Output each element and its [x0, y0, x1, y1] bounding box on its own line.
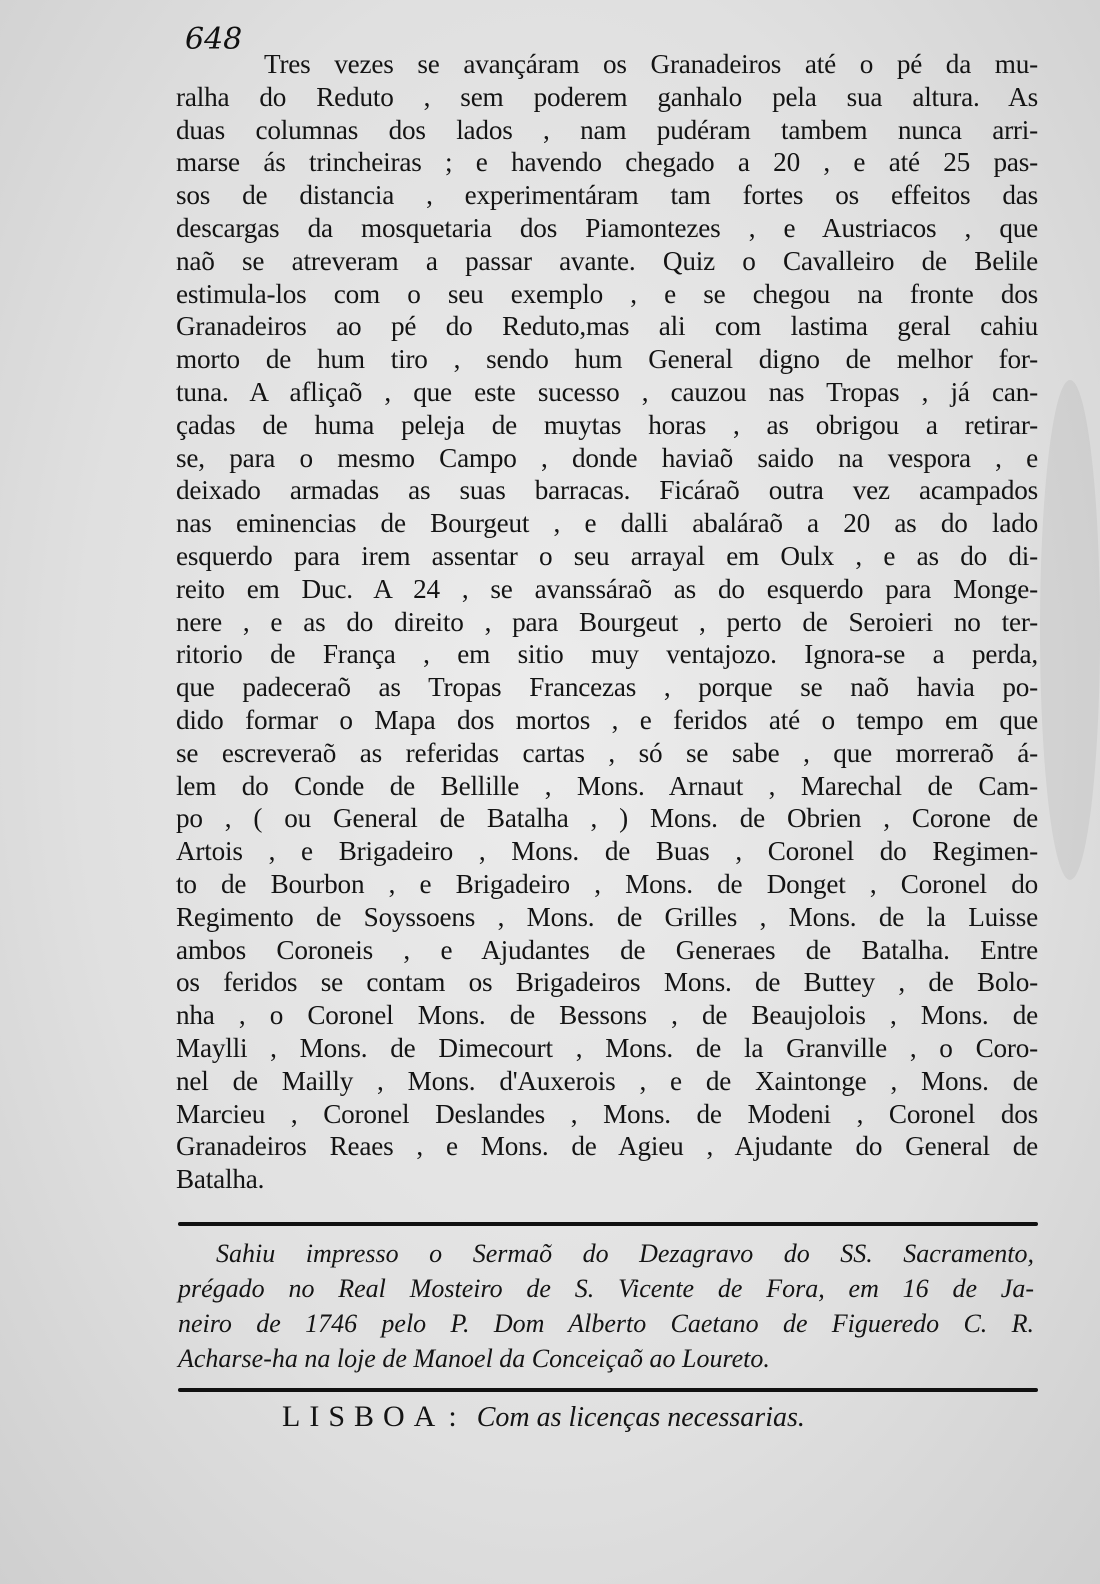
body-line: Marcieu , Coronel Deslandes , Mons. de Modeni , Coronel dos — [176, 1098, 1038, 1129]
page-stain — [1040, 380, 1100, 880]
body-line: Maylli , Mons. de Dimecourt , Mons. de la Granville , o Coro- — [176, 1032, 1038, 1063]
body-line: duas columnas dos lados , nam pudéram tambem nunca arri- — [176, 114, 1038, 145]
body-line: reito em Duc. A 24 , se avanssáraõ as do esquerdo para Monge- — [176, 573, 1038, 604]
imprint-colon: : — [448, 1400, 457, 1433]
body-line: Granadeiros Reaes , e Mons. de Agieu , Ajudante do General de — [176, 1131, 1038, 1162]
body-line: nha , o Coronel Mons. de Bessons , de Beaujolois , Mons. de — [176, 1000, 1038, 1031]
body-line: marse ás trincheiras ; e havendo chegado a 20 , e até 25 pas- — [176, 147, 1038, 178]
horizontal-rule — [178, 1222, 1038, 1226]
notice-line: Acharse-ha na loje de Manoel da Conceiçaõ ao Loureto. — [178, 1344, 770, 1373]
body-line: to de Bourbon , e Brigadeiro , Mons. de Donget , Coronel do — [176, 868, 1038, 899]
notice-line: Sahiu impresso o Sermaõ do Dezagravo do SS. Sacramento, — [216, 1239, 1034, 1268]
page-number: 648 — [185, 22, 243, 57]
body-line: descargas da mosquetaria dos Piamontezes , e Austriacos , que — [176, 212, 1038, 243]
body-line: nel de Mailly , Mons. d'Auxerois , e de Xaintonge , Mons. de — [176, 1065, 1038, 1096]
body-line: nere , e as do direito , para Bourgeut , perto de Seroieri no ter- — [176, 606, 1038, 637]
body-line: nas eminencias de Bourgeut , e dalli abaláraõ a 20 as do lado — [176, 508, 1038, 539]
body-line: morto de hum tiro , sendo hum General digno de melhor for- — [176, 344, 1038, 375]
article-body — [176, 48, 1038, 1196]
body-line: Tres vezes se avançáram os Granadeiros até o pé da mu- — [264, 49, 1038, 79]
body-line: dido formar o Mapa dos mortos , e feridos até o tempo em que — [176, 704, 1038, 735]
body-line: se escreveraõ as referidas cartas , só se sabe , que morreraõ á- — [176, 737, 1038, 768]
imprint-city: LISBOA — [282, 1400, 445, 1433]
horizontal-rule — [178, 1388, 1038, 1392]
notice-line: neiro de 1746 pelo P. Dom Alberto Caetano de Figueredo C. R. — [178, 1309, 1034, 1338]
body-line: Granadeiros ao pé do Reduto,mas ali com lastima geral cahiu — [176, 311, 1038, 342]
body-line: tuna. A afliçaõ , que este sucesso , cauzou nas Tropas , já can- — [176, 376, 1038, 407]
body-line: deixado armadas as suas barracas. Ficáraõ outra vez acampados — [176, 475, 1038, 506]
imprint-line — [282, 1400, 805, 1440]
body-line: os feridos se contam os Brigadeiros Mons. de Buttey , de Bolo- — [176, 967, 1038, 998]
body-line: po , ( ou General de Batalha , ) Mons. de Obrien , Corone de — [176, 803, 1038, 834]
body-line: esquerdo para irem assentar o seu arrayal em Oulx , e as do di- — [176, 540, 1038, 571]
body-line: Artois , e Brigadeiro , Mons. de Buas , Coronel do Regimen- — [176, 836, 1038, 867]
body-line: ralha do Reduto , sem poderem ganhalo pela sua altura. As — [176, 81, 1038, 112]
body-line: ambos Coroneis , e Ajudantes de Generaes de Batalha. Entre — [176, 934, 1038, 965]
publication-notice — [178, 1236, 1038, 1376]
imprint-license: Com as licenças necessarias. — [476, 1402, 805, 1433]
body-line: çadas de huma peleja de muytas horas , as obrigou a retirar- — [176, 409, 1038, 440]
body-line: ritorio de França , em sitio muy ventajozo. Ignora-se a perda, — [176, 639, 1038, 670]
notice-line: prégado no Real Mosteiro de S. Vicente de Fora, em 16 de Ja- — [178, 1274, 1034, 1303]
body-line: estimula-los com o seu exemplo , e se chegou na fronte dos — [176, 278, 1038, 309]
body-line: lem do Conde de Bellille , Mons. Arnaut , Marechal de Cam- — [176, 770, 1038, 801]
body-line: Regimento de Soyssoens , Mons. de Grilles , Mons. de la Luisse — [176, 901, 1038, 932]
body-line: sos de distancia , experimentáram tam fortes os effeitos das — [176, 180, 1038, 211]
body-line: naõ se atreveram a passar avante. Quiz o Cavalleiro de Belile — [176, 245, 1038, 276]
body-line: que padeceraõ as Tropas Francezas , porque se naõ havia po- — [176, 672, 1038, 703]
body-line: se, para o mesmo Campo , donde haviaõ saido na vespora , e — [176, 442, 1038, 473]
body-line: Batalha. — [176, 1164, 265, 1195]
